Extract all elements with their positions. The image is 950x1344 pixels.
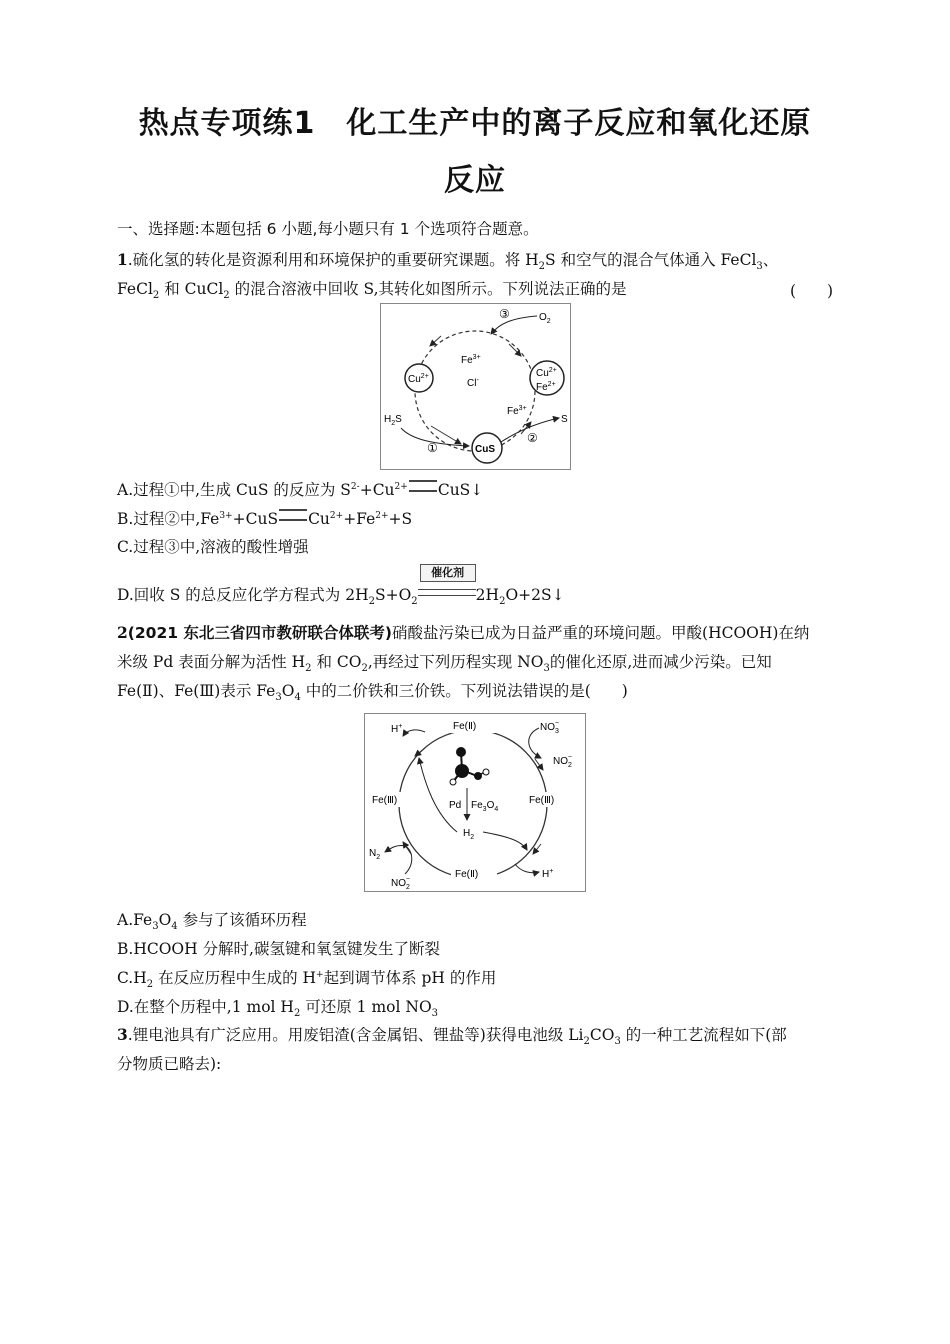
step2-label: ② — [527, 431, 538, 445]
h-right-label: H+ — [542, 868, 554, 880]
molecule-atom — [474, 772, 482, 780]
h2s-label: $H_2S$ — [384, 414, 402, 427]
q1-answer-paren: ( ) — [790, 282, 834, 300]
q1-number: 1 — [117, 250, 128, 269]
step1-label: ① — [427, 441, 438, 455]
q2-cycle-diagram — [365, 714, 585, 891]
molecule-atom — [483, 769, 489, 775]
q1-stem-line2: FeCl$_2$ 和 CuCl$_2$ 的混合溶液中回收 S,其转化如图所示。下列说法正确的是 — [117, 280, 627, 301]
q1-option-d: D.回收 S 的总反应化学方程式为 $2H_2S+O_2$ 催化剂 $2H_2O+2S↓$ — [117, 566, 565, 607]
fe2-top-label: Fe(Ⅱ) — [453, 721, 477, 732]
q2-stem-line3: Fe(Ⅱ)、Fe(Ⅲ)表示 $Fe_3O_4$ 中的二价铁和三价铁。下列说法错误的是( ) — [117, 682, 628, 703]
q2-figure — [364, 713, 586, 892]
q3-number: 3 — [117, 1025, 128, 1044]
molecule-atom — [456, 747, 466, 757]
q1-stem-line1: 1.硫化氢的转化是资源利用和环境保护的重要研究课题。将 $H_2S$ 和空气的混合气体通入 FeCl$_3$、 — [117, 250, 779, 272]
no2-bottom-label: $NO_2-$ — [391, 876, 410, 891]
cu2-left-label: $Cu^{2+}$ — [408, 373, 429, 385]
q3-stem-line2: 分物质已略去): — [117, 1055, 222, 1073]
q2-stem-line2: 米级 Pd 表面分解为活性 $H_2$ 和 $CO_2$,再经过下列历程实现 $NO_3$的催化还原,进而减少污染。已知 — [117, 653, 772, 674]
no3-top-label: $NO_3-$ — [540, 720, 559, 735]
fe3-bottom-label: $Fe^{3+}$ — [507, 405, 527, 417]
q2-stem-line1: 2(2021 东北三省四市教研联合体联考)硝酸盐污染已成为日益严重的环境问题。甲酸(HCOOH)在纳 — [117, 623, 810, 642]
q1-option-b: B.过程②中$,Fe^{3+}+CuS$ $Cu^{2+}+Fe^{2+}+S$ — [117, 510, 413, 528]
q2-option-c: $C.H_2$ 在反应历程中生成的 H+起到调节体系 pH 的作用 — [117, 969, 497, 990]
catalyst-label: 催化剂 — [420, 564, 476, 582]
molecule-atom — [450, 779, 456, 785]
fe3-right-label: Fe(Ⅲ) — [529, 795, 555, 806]
fe2-right-label: $Fe^{2+}$ — [536, 381, 556, 393]
q1-option-a: A.过程①中,生成 CuS 的反应为 $S^{2-}+Cu^{2+}$ CuS↓ — [117, 481, 484, 499]
page-title-line2: 反应 — [444, 163, 506, 198]
q1-cycle-diagram — [381, 304, 570, 469]
cl-label: Cl- — [467, 377, 479, 389]
equals-sign — [409, 480, 437, 492]
cu2-right-label: $Cu^{2+}$ — [536, 367, 557, 379]
page-title-line1: 热点专项练1 化工生产中的离子反应和氧化还原 — [138, 106, 812, 141]
q3-stem-line1: 3.锂电池具有广泛应用。用废铝渣(含金属铝、锂盐等)获得电池级 $Li_2CO_3$ 的一种工艺流程如下(部 — [117, 1025, 787, 1047]
q2-option-a: $A.Fe_3O_4$ 参与了该循环历程 — [117, 911, 307, 932]
cus-label: CuS — [475, 444, 495, 455]
q1-figure — [380, 303, 571, 470]
q2-option-b: B.HCOOH 分解时,碳氢键和氧氢键发生了断裂 — [117, 940, 440, 958]
q2-number: 2 — [117, 623, 128, 642]
h2-center-label: $H_2$ — [463, 828, 475, 841]
o2-label: $O_2$ — [539, 312, 551, 325]
pd-label: Pd — [449, 800, 462, 811]
molecule-atom — [455, 764, 469, 778]
step3-label: ③ — [499, 307, 510, 321]
h-top-label: H+ — [391, 723, 403, 735]
fe2-bottom-label: Fe(Ⅱ) — [455, 869, 479, 880]
s-label: S — [561, 414, 568, 425]
q2-source: (2021 东北三省四市教研联合体联考) — [127, 624, 393, 642]
section-heading: 一、选择题:本题包括 6 小题,每小题只有 1 个选项符合题意。 — [117, 220, 539, 238]
fe3o4-label: $Fe_3O_4$ — [471, 800, 499, 813]
equals-sign — [279, 509, 307, 521]
n2-label: $N_2$ — [369, 848, 381, 861]
no2-right-label: $NO_2-$ — [553, 754, 572, 769]
catalyst-equals — [418, 566, 476, 600]
fe3-top-label: $Fe^{3+}$ — [461, 354, 481, 366]
q2-option-d: D.在整个历程中,1 mol $H_2$ 可还原 1 mol $NO_3$ — [117, 998, 439, 1019]
q1-option-c: C.过程③中,溶液的酸性增强 — [117, 538, 309, 556]
fe3-left-label: Fe(Ⅲ) — [372, 795, 398, 806]
